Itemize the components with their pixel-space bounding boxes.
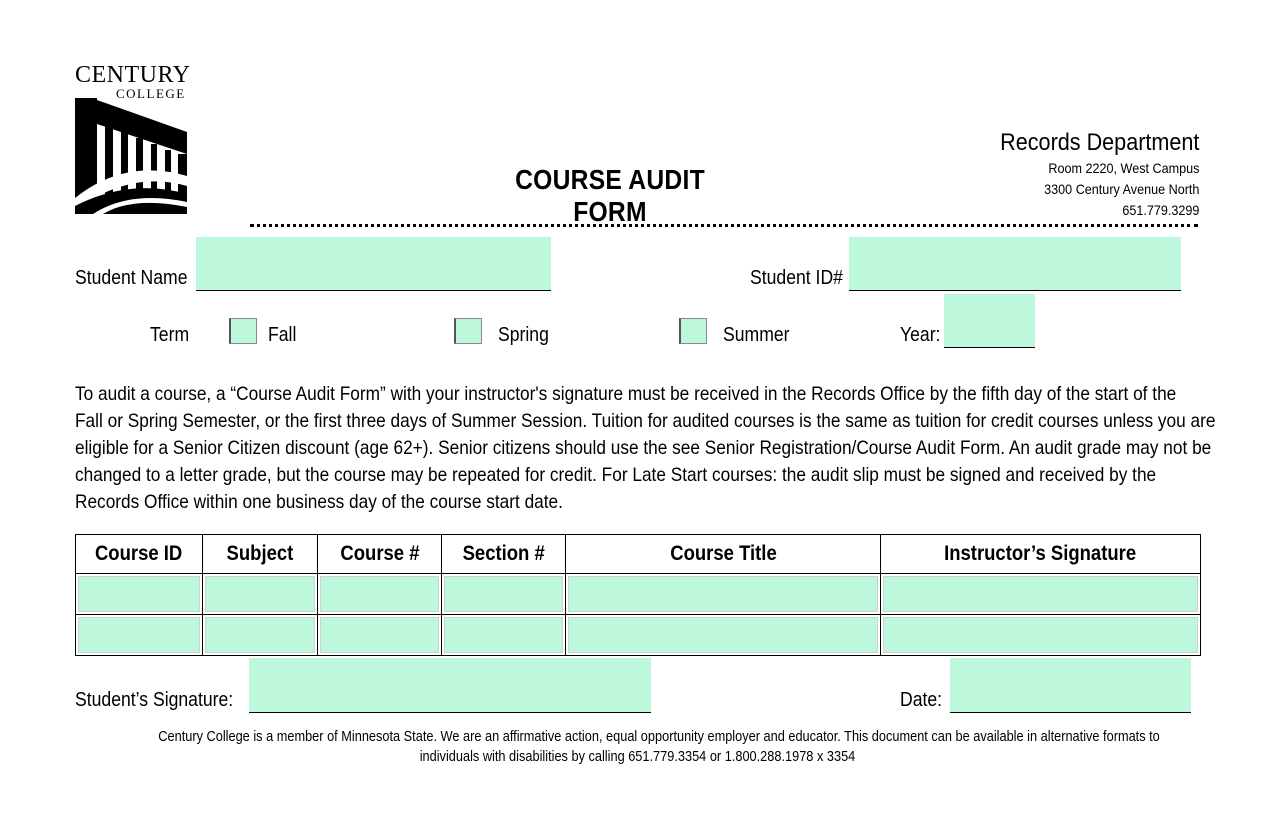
fall-checkbox[interactable] (229, 318, 257, 344)
section-number-field[interactable] (444, 617, 563, 653)
footer-line-1: Century College is a member of Minnesota State. We are an affirmative action, equal opportunity employer and educator. This document can be available in alternative formats to (158, 729, 1160, 745)
course-number-field[interactable] (320, 617, 439, 653)
column-header-course-title: Course Title (566, 535, 881, 574)
instructor-signature-field[interactable] (883, 617, 1198, 653)
footer-line-2: individuals with disabilities by calling 651.779.3354 or 1.800.288.1978 x 3354 (419, 749, 856, 765)
year-field[interactable] (944, 294, 1035, 348)
department-contact-block (978, 128, 1199, 221)
instructions-paragraph (75, 381, 1215, 516)
table-header-row (76, 535, 1201, 574)
college-building-logo-icon (75, 98, 187, 214)
table-row (76, 615, 1201, 656)
student-id-label: Student ID# (750, 267, 843, 289)
course-title-field[interactable] (568, 617, 878, 653)
table-row (76, 574, 1201, 615)
student-id-field[interactable] (849, 237, 1181, 291)
student-name-label: Student Name (75, 267, 188, 289)
column-header-instructor-signature: Instructor’s Signature (881, 535, 1201, 574)
dotted-divider (250, 224, 1198, 227)
summer-checkbox[interactable] (679, 318, 707, 344)
form-title: COURSE AUDIT FORM (515, 164, 705, 227)
spring-checkbox[interactable] (454, 318, 482, 344)
column-header-course-id: Course ID (76, 535, 203, 574)
instructions-line: Records Office within one business day of the course start date. (75, 491, 563, 513)
department-title: Records Department (999, 129, 1199, 156)
date-label: Date: (900, 689, 943, 711)
course-id-field[interactable] (78, 617, 200, 653)
date-field[interactable] (950, 658, 1191, 713)
student-signature-label: Student’s Signature: (75, 689, 234, 711)
department-address: 3300 Century Avenue North (1043, 181, 1199, 197)
subject-field[interactable] (205, 576, 315, 612)
logo-wordmark-college: COLLEGE (116, 86, 186, 101)
course-title-field[interactable] (568, 576, 878, 612)
section-number-field[interactable] (444, 576, 563, 612)
department-phone: 651.779.3299 (1121, 202, 1199, 218)
term-label: Term (150, 324, 190, 346)
logo-wordmark-century: CENTURY (75, 62, 191, 88)
instructions-line: Fall or Spring Semester, or the first three days of Summer Session. Tuition for audited courses is the same as tuition for credit courses unless you are (75, 410, 1216, 432)
course-number-field[interactable] (320, 576, 439, 612)
instructor-signature-field[interactable] (883, 576, 1198, 612)
instructions-line: eligible for a Senior Citizen discount (age 62+). Senior citizens should use the see Senior Registration/Course Audit Form. An audit grade may not be (75, 437, 1212, 459)
student-name-field[interactable] (196, 237, 551, 291)
column-header-course-number: Course # (318, 535, 442, 574)
department-room: Room 2220, West Campus (1047, 160, 1199, 176)
course-id-field[interactable] (78, 576, 200, 612)
footer-notice (90, 727, 1185, 767)
instructions-line: To audit a course, a “Course Audit Form” with your instructor's signature must be received in the Records Office by the fifth day of the start of the (75, 383, 1177, 405)
subject-field[interactable] (205, 617, 315, 653)
summer-label: Summer (723, 324, 790, 346)
course-table (75, 534, 1201, 656)
spring-label: Spring (498, 324, 549, 346)
column-header-section-number: Section # (442, 535, 566, 574)
column-header-subject: Subject (203, 535, 318, 574)
fall-label: Fall (268, 324, 297, 346)
student-signature-field[interactable] (249, 658, 651, 713)
instructions-line: changed to a letter grade, but the course may be repeated for credit. For Late Start courses: the audit slip must be signed and received by the (75, 464, 1157, 486)
year-label: Year: (900, 324, 941, 346)
